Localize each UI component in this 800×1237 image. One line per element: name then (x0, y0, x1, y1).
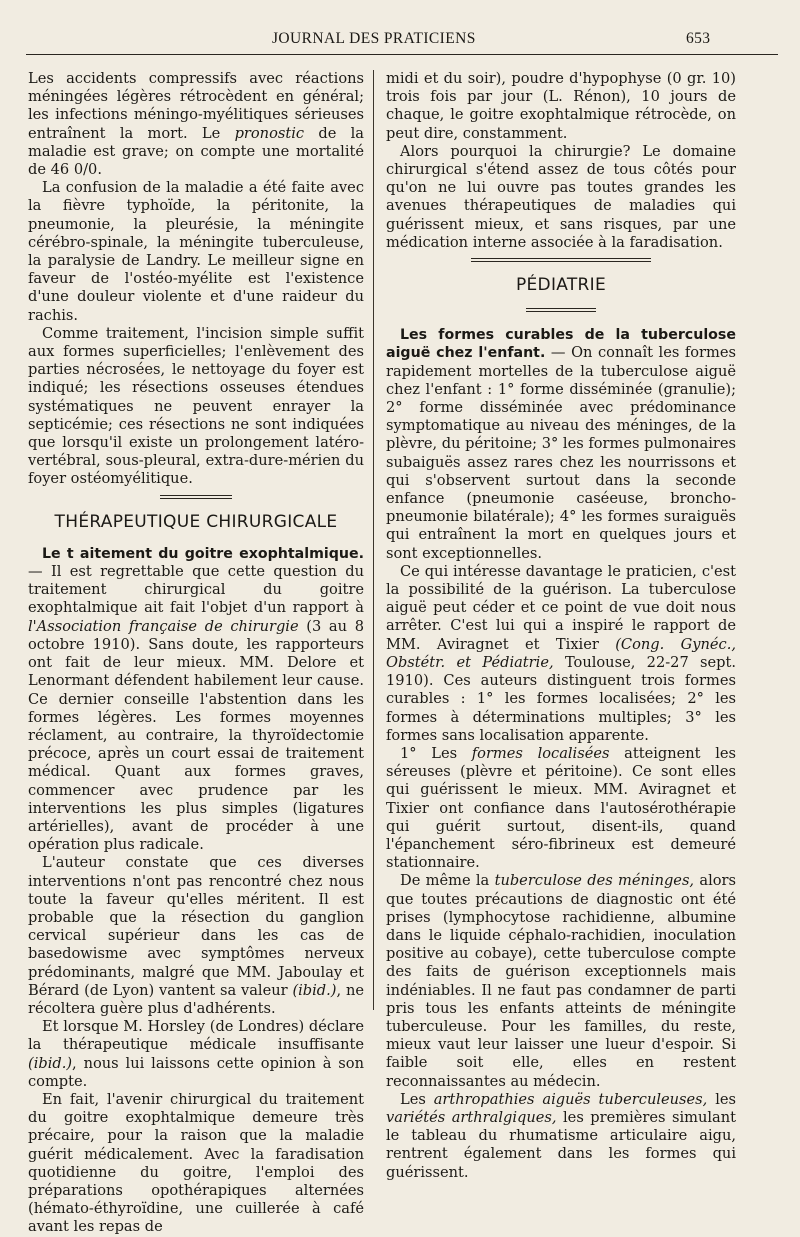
paragraph: Comme traitement, l'incision simple suffit aux formes superficielles; l'enlèvement des parties nécrosées, le nettoyage du foyer est indiqué; les résections osseuses étendues systématiques ne peuvent enrayer la septicémie; ces résections ne sont indiquées que lorsqu'il existe un prolongement latéro-vertébral, sous-pleural, extra-dure-mérien du foyer ostéomyélitique. (28, 324, 364, 488)
section-heading-pediatrie: PÉDIATRIE (515, 275, 607, 296)
section-separator (160, 495, 232, 499)
paragraph: 1° Les formes localisées atteignent les séreuses (plèvre et péritoine). Ce sont elles qui guérissent le mieux. MM. Aviragnet et Tixier ont confiance dans l'autosérothérapie qui guérit surtout, disent-ils, quand l'épanchement séro-fibrineux est demeuré stationnaire. (386, 744, 737, 872)
paragraph: De même la tuberculose des méninges, alors que toutes précautions de diagnostic ont été prises (lymphocytose rachidienne, albumine dans le liquide céphalo-rachidien, inoculation positive au cobaye), cette tuberculose compte des faits de guérison exceptionnels mais indéniables. Il ne faut pas condamner de parti pris tous les enfants atteints de méningite tuberculeuse. Pour les familles, du reste, mieux vaut leur laisser une lueur d'espoir. Si faible soit elle, elles en restent reconnaissantes au médecin. (386, 872, 737, 1090)
paragraph: L'auteur constate que ces diverses interventions n'ont pas rencontré chez nous toute la faveur qu'elles méritent. Il est probable que la résection du ganglion cervical supérieur dans les cas de basedowisme avec symptômes nerveux prédominants, malgré que MM. Jaboulay et Bérard (de Lyon) vantent sa valeur (ibid.), ne récoltera guère plus d'adhérents. (28, 854, 364, 1017)
header-rule (26, 54, 778, 55)
column-divider (373, 70, 374, 1010)
section-heading-therapeutique: THÉRAPEUTIQUE CHIRURGICALE (54, 511, 338, 532)
section-separator (526, 308, 596, 312)
left-column (28, 70, 364, 1237)
running-header (0, 28, 800, 52)
paragraph: La confusion de la maladie a été faite avec la fièvre typhoïde, la péritonite, la pneumonie, la pleurésie, la méningite cérébro-spinale, la méningite tuberculeuse, la paralysie de Landry. Le meilleur signe en faveur de l'ostéo-myélite est l'existence d'une douleur violente et d'une raideur du rachis. (28, 179, 364, 324)
article-lead: Le t aitement du goitre exophtalmique. (42, 545, 364, 562)
journal-title: JOURNAL DES PRATICIENS (272, 30, 476, 47)
right-column (386, 70, 736, 1182)
paragraph: Et lorsque M. Horsley (de Londres) déclare la thérapeutique médicale insuffisante (ibid.), nous lui laissons cette opinion à son compte. (28, 1018, 364, 1090)
paragraph: Les accidents compressifs avec réactions méningées légères rétrocèdent en général; les infections méningo-myélitiques sérieuses entraînent la mort. Le pronostic de la maladie est grave; on compte une mortalité de 46 0/0. (28, 70, 365, 179)
article-lead: Les formes curables de la tuberculose aiguë chez l'enfant. (386, 327, 736, 362)
section-separator (471, 258, 651, 262)
paragraph: Le t aitement du goitre exophtalmique.— Il est regrettable que cette question du traitement chirurgical du goitre exophtalmique ait fait l'objet d'un rapport à l'Association française de chirurgie (3 au 8 octobre 1910). Sans doute, les rapporteurs ont fait de leur mieux. MM. Delore et Lenormant défendent habilement leur cause. Ce dernier conseille l'abstention dans les formes légères. Les formes moyennes réclament, au contraire, la thyroïdectomie précoce, après un court essai de traitement médical. Quant aux formes graves, commencer avec prudence par les interventions les plus simples (ligatures artérielles), avant de procéder à une opération plus radicale. (28, 545, 364, 854)
paragraph: En fait, l'avenir chirurgical du traitement du goitre exophtalmique demeure très précaire, pour la raison que la maladie guérit médicalement. Avec la faradisation quotidienne du goitre, l'emploi des préparations opothérapiques alternées (hémato-éthyroïdine, une cuillerée à café avant les repas de (28, 1090, 364, 1236)
page-number: 653 (686, 30, 711, 47)
paragraph: midi et du soir), poudre d'hypophyse (0 gr. 10) trois fois par jour (L. Rénon), 10 jours de chaque, le goitre exophtalmique rétrocède, on peut dire, constamment. (386, 70, 736, 142)
paragraph: Les formes curables de la tuberculose aiguë chez l'enfant. — On connaît les formes rapidement mortelles de la tuberculose aiguë chez l'enfant : 1° forme disséminée (granulie); 2° forme disséminée avec prédominance symptomatique au niveau des méninges, de la plèvre, du péritoine; 3° les formes pulmonaires subaiguës assez rares chez les nourrissons et qui s'observent surtout dans la seconde enfance (pneumonie caséeuse, broncho-pneumonie bilatérale); 4° les formes suraiguës qui entraînent la mort en quelques jours et sont exceptionnelles. (386, 327, 737, 562)
paragraph: Alors pourquoi la chirurgie? Le domaine chirurgical s'étend assez de tous côtés pour qu'on ne lui ouvre pas toutes grandes les avenues thérapeutiques de maladies qui guérissent mieux, et sans risques, par une médication interne associée à la faradisation. (386, 142, 736, 251)
paragraph: Ce qui intéresse davantage le praticien, c'est la possibilité de la guérison. La tuberculose aiguë peut céder et ce point de vue doit nous arrêter. C'est lui qui a inspiré le rapport de MM. Aviragnet et Tixier (Cong. Gynéc., Obstétr. et Pédiatrie, Toulouse, 22-27 sept. 1910). Ces auteurs distinguent trois formes curables : 1° les formes localisées; 2° les formes à déterminations multiples; 3° les formes sans localisation apparente. (386, 562, 737, 744)
paragraph: Les arthropathies aiguës tuberculeuses, les variétés arthralgiques, les premières simulant le tableau du rhumatisme articulaire aigu, rentrent également dans les formes qui guérissent. (386, 1090, 737, 1181)
